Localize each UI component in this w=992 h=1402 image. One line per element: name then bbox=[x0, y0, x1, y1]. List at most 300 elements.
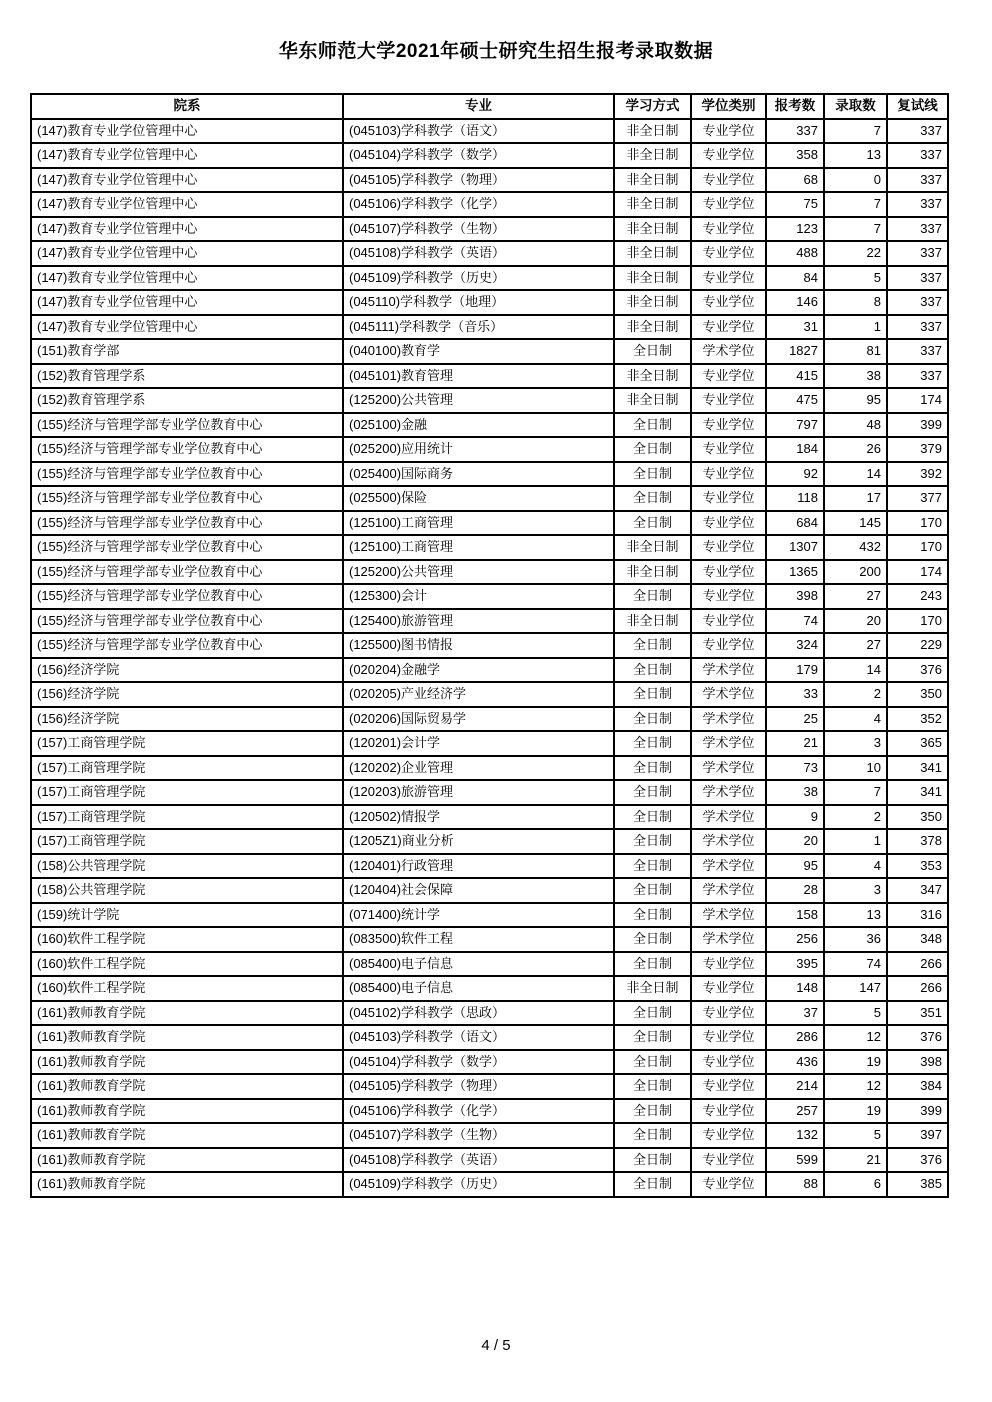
table-row bbox=[31, 1001, 948, 1026]
table-cell: 学术学位 bbox=[691, 903, 766, 928]
table-row bbox=[31, 388, 948, 413]
table-body bbox=[31, 119, 948, 1197]
table-cell: 38 bbox=[824, 364, 887, 389]
table-cell: (025100)金融 bbox=[343, 413, 614, 438]
table-row bbox=[31, 1123, 948, 1148]
table-cell: 475 bbox=[766, 388, 824, 413]
table-cell: 5 bbox=[824, 1123, 887, 1148]
table-cell: 20 bbox=[766, 829, 824, 854]
table-cell: (025400)国际商务 bbox=[343, 462, 614, 487]
table-cell: 专业学位 bbox=[691, 192, 766, 217]
table-cell: 3 bbox=[824, 878, 887, 903]
table-cell: (155)经济与管理学部专业学位教育中心 bbox=[31, 609, 343, 634]
table-row bbox=[31, 217, 948, 242]
table-row bbox=[31, 143, 948, 168]
table-cell: (147)教育专业学位管理中心 bbox=[31, 119, 343, 144]
table-row bbox=[31, 437, 948, 462]
table-cell: 337 bbox=[887, 339, 948, 364]
column-header: 院系 bbox=[31, 94, 343, 119]
table-cell: (120401)行政管理 bbox=[343, 854, 614, 879]
table-cell: 非全日制 bbox=[614, 364, 691, 389]
table-cell: (120203)旅游管理 bbox=[343, 780, 614, 805]
table-cell: 432 bbox=[824, 535, 887, 560]
table-cell: 全日制 bbox=[614, 854, 691, 879]
table-cell: (045102)学科教学（思政） bbox=[343, 1001, 614, 1026]
table-row bbox=[31, 192, 948, 217]
table-cell: 348 bbox=[887, 927, 948, 952]
table-cell: (125500)图书情报 bbox=[343, 633, 614, 658]
table-cell: 13 bbox=[824, 143, 887, 168]
table-cell: 256 bbox=[766, 927, 824, 952]
table-cell: (120404)社会保障 bbox=[343, 878, 614, 903]
table-cell: (125400)旅游管理 bbox=[343, 609, 614, 634]
table-cell: (025500)保险 bbox=[343, 486, 614, 511]
table-cell: 95 bbox=[766, 854, 824, 879]
table-cell: 84 bbox=[766, 266, 824, 291]
table-cell: 学术学位 bbox=[691, 731, 766, 756]
table-row bbox=[31, 633, 948, 658]
table-cell: (020205)产业经济学 bbox=[343, 682, 614, 707]
table-cell: 13 bbox=[824, 903, 887, 928]
table-row bbox=[31, 584, 948, 609]
table-cell: (147)教育专业学位管理中心 bbox=[31, 241, 343, 266]
table-cell: 非全日制 bbox=[614, 290, 691, 315]
table-cell: 专业学位 bbox=[691, 315, 766, 340]
table-cell: 全日制 bbox=[614, 731, 691, 756]
table-cell: 365 bbox=[887, 731, 948, 756]
table-cell: (155)经济与管理学部专业学位教育中心 bbox=[31, 511, 343, 536]
table-cell: (045109)学科教学（历史） bbox=[343, 1172, 614, 1197]
table-cell: (152)教育管理学系 bbox=[31, 364, 343, 389]
table-row bbox=[31, 780, 948, 805]
page-title: 华东师范大学2021年硕士研究生招生报考录取数据 bbox=[278, 41, 714, 62]
table-row bbox=[31, 805, 948, 830]
table-row bbox=[31, 976, 948, 1001]
table-cell: 全日制 bbox=[614, 511, 691, 536]
table-cell: 337 bbox=[887, 364, 948, 389]
table-cell: 专业学位 bbox=[691, 388, 766, 413]
table-row bbox=[31, 462, 948, 487]
table-cell: (161)教师教育学院 bbox=[31, 1050, 343, 1075]
table-cell: 170 bbox=[887, 535, 948, 560]
table-cell: 非全日制 bbox=[614, 119, 691, 144]
table-cell: 1307 bbox=[766, 535, 824, 560]
table-cell: 学术学位 bbox=[691, 927, 766, 952]
table-cell: 全日制 bbox=[614, 1001, 691, 1026]
table-cell: 229 bbox=[887, 633, 948, 658]
table-cell: 286 bbox=[766, 1025, 824, 1050]
table-cell: 397 bbox=[887, 1123, 948, 1148]
table-cell: 学术学位 bbox=[691, 829, 766, 854]
table-cell: 非全日制 bbox=[614, 976, 691, 1001]
table-cell: 398 bbox=[887, 1050, 948, 1075]
table-cell: 9 bbox=[766, 805, 824, 830]
table-row bbox=[31, 535, 948, 560]
table-cell: 专业学位 bbox=[691, 1025, 766, 1050]
table-cell: (157)工商管理学院 bbox=[31, 805, 343, 830]
table-cell: 324 bbox=[766, 633, 824, 658]
table-cell: 266 bbox=[887, 952, 948, 977]
table-cell: 专业学位 bbox=[691, 413, 766, 438]
table-cell: 专业学位 bbox=[691, 584, 766, 609]
table-cell: 非全日制 bbox=[614, 241, 691, 266]
table-cell: (161)教师教育学院 bbox=[31, 1172, 343, 1197]
table-cell: 174 bbox=[887, 388, 948, 413]
table-cell: (045111)学科教学（音乐） bbox=[343, 315, 614, 340]
table-cell: (155)经济与管理学部专业学位教育中心 bbox=[31, 584, 343, 609]
table-cell: 全日制 bbox=[614, 1050, 691, 1075]
page-number: 4 / 5 bbox=[481, 1337, 511, 1354]
table-cell: 398 bbox=[766, 584, 824, 609]
table-cell: (161)教师教育学院 bbox=[31, 1148, 343, 1173]
table-cell: (155)经济与管理学部专业学位教育中心 bbox=[31, 560, 343, 585]
table-cell: (147)教育专业学位管理中心 bbox=[31, 192, 343, 217]
table-cell: 5 bbox=[824, 266, 887, 291]
table-cell: (157)工商管理学院 bbox=[31, 829, 343, 854]
table-cell: 全日制 bbox=[614, 1148, 691, 1173]
table-cell: 学术学位 bbox=[691, 805, 766, 830]
table-row bbox=[31, 486, 948, 511]
table-cell: 337 bbox=[887, 217, 948, 242]
table-cell: 132 bbox=[766, 1123, 824, 1148]
table-cell: (161)教师教育学院 bbox=[31, 1074, 343, 1099]
table-cell: 非全日制 bbox=[614, 266, 691, 291]
table-cell: 28 bbox=[766, 878, 824, 903]
table-cell: 27 bbox=[824, 633, 887, 658]
table-cell: 专业学位 bbox=[691, 290, 766, 315]
column-header: 学习方式 bbox=[614, 94, 691, 119]
table-cell: (045103)学科教学（语文） bbox=[343, 119, 614, 144]
table-cell: 14 bbox=[824, 658, 887, 683]
table-cell: (155)经济与管理学部专业学位教育中心 bbox=[31, 633, 343, 658]
table-cell: (160)软件工程学院 bbox=[31, 952, 343, 977]
table-cell: 全日制 bbox=[614, 1099, 691, 1124]
table-row bbox=[31, 756, 948, 781]
table-cell: (120201)会计学 bbox=[343, 731, 614, 756]
table-cell: 95 bbox=[824, 388, 887, 413]
table-cell: 17 bbox=[824, 486, 887, 511]
table-cell: 12 bbox=[824, 1025, 887, 1050]
table-cell: 0 bbox=[824, 168, 887, 193]
table-row bbox=[31, 731, 948, 756]
table-row bbox=[31, 854, 948, 879]
table-cell: 7 bbox=[824, 192, 887, 217]
table-cell: 5 bbox=[824, 1001, 887, 1026]
table-cell: 专业学位 bbox=[691, 952, 766, 977]
table-cell: 351 bbox=[887, 1001, 948, 1026]
table-cell: 学术学位 bbox=[691, 756, 766, 781]
table-cell: (020206)国际贸易学 bbox=[343, 707, 614, 732]
table-cell: (045105)学科教学（物理） bbox=[343, 168, 614, 193]
table-cell: 专业学位 bbox=[691, 462, 766, 487]
table-cell: (085400)电子信息 bbox=[343, 952, 614, 977]
table-cell: 全日制 bbox=[614, 805, 691, 830]
table-cell: 379 bbox=[887, 437, 948, 462]
table-row bbox=[31, 339, 948, 364]
table-cell: 337 bbox=[887, 266, 948, 291]
table-cell: 37 bbox=[766, 1001, 824, 1026]
table-cell: 68 bbox=[766, 168, 824, 193]
table-cell: 174 bbox=[887, 560, 948, 585]
table-cell: 399 bbox=[887, 1099, 948, 1124]
table-cell: (020204)金融学 bbox=[343, 658, 614, 683]
table-cell: (045110)学科教学（地理） bbox=[343, 290, 614, 315]
table-row bbox=[31, 707, 948, 732]
table-cell: 14 bbox=[824, 462, 887, 487]
table-cell: 学术学位 bbox=[691, 780, 766, 805]
table-row bbox=[31, 315, 948, 340]
table-cell: 专业学位 bbox=[691, 119, 766, 144]
table-cell: 全日制 bbox=[614, 682, 691, 707]
table-cell: 347 bbox=[887, 878, 948, 903]
table-cell: 专业学位 bbox=[691, 1099, 766, 1124]
table-cell: 20 bbox=[824, 609, 887, 634]
table-cell: 146 bbox=[766, 290, 824, 315]
table-cell: 全日制 bbox=[614, 633, 691, 658]
table-row bbox=[31, 1099, 948, 1124]
admissions-table bbox=[30, 93, 949, 1198]
table-cell: (157)工商管理学院 bbox=[31, 780, 343, 805]
table-row bbox=[31, 1148, 948, 1173]
table-cell: 123 bbox=[766, 217, 824, 242]
table-cell: 专业学位 bbox=[691, 609, 766, 634]
table-row bbox=[31, 511, 948, 536]
table-cell: 92 bbox=[766, 462, 824, 487]
table-cell: 200 bbox=[824, 560, 887, 585]
column-header: 专业 bbox=[343, 94, 614, 119]
table-cell: 488 bbox=[766, 241, 824, 266]
table-cell: (045104)学科教学（数学） bbox=[343, 143, 614, 168]
table-cell: 全日制 bbox=[614, 707, 691, 732]
table-cell: 376 bbox=[887, 1025, 948, 1050]
table-cell: 27 bbox=[824, 584, 887, 609]
table-container bbox=[30, 93, 949, 1198]
table-row bbox=[31, 364, 948, 389]
table-cell: 145 bbox=[824, 511, 887, 536]
table-cell: (025200)应用统计 bbox=[343, 437, 614, 462]
table-cell: (160)软件工程学院 bbox=[31, 927, 343, 952]
table-cell: 341 bbox=[887, 780, 948, 805]
table-cell: 7 bbox=[824, 217, 887, 242]
table-cell: 专业学位 bbox=[691, 1001, 766, 1026]
table-cell: 4 bbox=[824, 854, 887, 879]
table-cell: (147)教育专业学位管理中心 bbox=[31, 217, 343, 242]
table-cell: 118 bbox=[766, 486, 824, 511]
table-cell: (071400)统计学 bbox=[343, 903, 614, 928]
table-cell: 257 bbox=[766, 1099, 824, 1124]
table-cell: 74 bbox=[824, 952, 887, 977]
table-row bbox=[31, 168, 948, 193]
table-cell: 26 bbox=[824, 437, 887, 462]
table-row bbox=[31, 241, 948, 266]
table-cell: 1365 bbox=[766, 560, 824, 585]
table-row bbox=[31, 1025, 948, 1050]
table-cell: (152)教育管理学系 bbox=[31, 388, 343, 413]
table-cell: 全日制 bbox=[614, 903, 691, 928]
table-cell: (045106)学科教学（化学） bbox=[343, 1099, 614, 1124]
table-cell: (161)教师教育学院 bbox=[31, 1001, 343, 1026]
table-cell: 266 bbox=[887, 976, 948, 1001]
table-cell: 专业学位 bbox=[691, 1050, 766, 1075]
table-cell: 专业学位 bbox=[691, 1123, 766, 1148]
column-header: 学位类别 bbox=[691, 94, 766, 119]
table-cell: 全日制 bbox=[614, 829, 691, 854]
table-cell: 337 bbox=[887, 168, 948, 193]
table-cell: 684 bbox=[766, 511, 824, 536]
table-cell: 1 bbox=[824, 829, 887, 854]
table-cell: 378 bbox=[887, 829, 948, 854]
table-cell: 非全日制 bbox=[614, 609, 691, 634]
table-cell: 非全日制 bbox=[614, 388, 691, 413]
table-cell: (157)工商管理学院 bbox=[31, 731, 343, 756]
table-row bbox=[31, 290, 948, 315]
table-row bbox=[31, 119, 948, 144]
table-cell: (158)公共管理学院 bbox=[31, 854, 343, 879]
table-cell: 19 bbox=[824, 1099, 887, 1124]
table-cell: 10 bbox=[824, 756, 887, 781]
table-cell: 436 bbox=[766, 1050, 824, 1075]
table-cell: (120202)企业管理 bbox=[343, 756, 614, 781]
table-cell: 非全日制 bbox=[614, 168, 691, 193]
table-cell: 352 bbox=[887, 707, 948, 732]
table-cell: 415 bbox=[766, 364, 824, 389]
table-row bbox=[31, 878, 948, 903]
table-cell: 全日制 bbox=[614, 413, 691, 438]
table-cell: (157)工商管理学院 bbox=[31, 756, 343, 781]
table-cell: (083500)软件工程 bbox=[343, 927, 614, 952]
table-cell: 74 bbox=[766, 609, 824, 634]
table-cell: 4 bbox=[824, 707, 887, 732]
table-cell: 专业学位 bbox=[691, 535, 766, 560]
table-cell: 243 bbox=[887, 584, 948, 609]
table-cell: 专业学位 bbox=[691, 1172, 766, 1197]
table-cell: (045107)学科教学（生物） bbox=[343, 1123, 614, 1148]
column-header: 录取数 bbox=[824, 94, 887, 119]
table-cell: 专业学位 bbox=[691, 1148, 766, 1173]
table-row bbox=[31, 560, 948, 585]
table-row bbox=[31, 413, 948, 438]
table-cell: 337 bbox=[766, 119, 824, 144]
table-cell: 学术学位 bbox=[691, 682, 766, 707]
header-row bbox=[31, 94, 948, 119]
table-cell: 384 bbox=[887, 1074, 948, 1099]
table-cell: 358 bbox=[766, 143, 824, 168]
table-cell: 学术学位 bbox=[691, 707, 766, 732]
table-row bbox=[31, 266, 948, 291]
table-cell: 48 bbox=[824, 413, 887, 438]
table-cell: 全日制 bbox=[614, 584, 691, 609]
table-cell: (125100)工商管理 bbox=[343, 511, 614, 536]
table-cell: (040100)教育学 bbox=[343, 339, 614, 364]
table-cell: (156)经济学院 bbox=[31, 682, 343, 707]
table-cell: (147)教育专业学位管理中心 bbox=[31, 143, 343, 168]
table-cell: 385 bbox=[887, 1172, 948, 1197]
table-cell: (045103)学科教学（语文） bbox=[343, 1025, 614, 1050]
table-cell: 全日制 bbox=[614, 756, 691, 781]
table-cell: (158)公共管理学院 bbox=[31, 878, 343, 903]
table-cell: (155)经济与管理学部专业学位教育中心 bbox=[31, 462, 343, 487]
table-cell: 专业学位 bbox=[691, 168, 766, 193]
table-cell: 2 bbox=[824, 682, 887, 707]
table-cell: 337 bbox=[887, 119, 948, 144]
table-cell: (045107)学科教学（生物） bbox=[343, 217, 614, 242]
table-cell: (161)教师教育学院 bbox=[31, 1123, 343, 1148]
table-cell: 学术学位 bbox=[691, 339, 766, 364]
table-cell: 全日制 bbox=[614, 878, 691, 903]
table-cell: 392 bbox=[887, 462, 948, 487]
table-cell: (151)教育学部 bbox=[31, 339, 343, 364]
table-row bbox=[31, 1172, 948, 1197]
table-cell: 专业学位 bbox=[691, 437, 766, 462]
table-cell: 全日制 bbox=[614, 952, 691, 977]
table-cell: 797 bbox=[766, 413, 824, 438]
table-row bbox=[31, 682, 948, 707]
table-cell: 31 bbox=[766, 315, 824, 340]
table-cell: (161)教师教育学院 bbox=[31, 1025, 343, 1050]
table-cell: 350 bbox=[887, 682, 948, 707]
column-header: 复试线 bbox=[887, 94, 948, 119]
table-cell: (155)经济与管理学部专业学位教育中心 bbox=[31, 413, 343, 438]
table-cell: 非全日制 bbox=[614, 535, 691, 560]
table-cell: 353 bbox=[887, 854, 948, 879]
table-cell: 专业学位 bbox=[691, 511, 766, 536]
table-cell: 21 bbox=[766, 731, 824, 756]
table-cell: 350 bbox=[887, 805, 948, 830]
table-cell: 全日制 bbox=[614, 1074, 691, 1099]
table-cell: 399 bbox=[887, 413, 948, 438]
table-cell: 全日制 bbox=[614, 486, 691, 511]
table-cell: 非全日制 bbox=[614, 315, 691, 340]
table-cell: (125300)会计 bbox=[343, 584, 614, 609]
table-cell: 158 bbox=[766, 903, 824, 928]
table-cell: (155)经济与管理学部专业学位教育中心 bbox=[31, 535, 343, 560]
table-cell: (159)统计学院 bbox=[31, 903, 343, 928]
table-cell: 非全日制 bbox=[614, 143, 691, 168]
table-cell: 学术学位 bbox=[691, 878, 766, 903]
table-cell: 专业学位 bbox=[691, 364, 766, 389]
table-cell: 337 bbox=[887, 290, 948, 315]
table-cell: 73 bbox=[766, 756, 824, 781]
table-cell: (161)教师教育学院 bbox=[31, 1099, 343, 1124]
table-cell: 81 bbox=[824, 339, 887, 364]
table-cell: (155)经济与管理学部专业学位教育中心 bbox=[31, 437, 343, 462]
column-header: 报考数 bbox=[766, 94, 824, 119]
table-cell: 1 bbox=[824, 315, 887, 340]
table-row bbox=[31, 829, 948, 854]
table-cell: 170 bbox=[887, 511, 948, 536]
table-cell: (125200)公共管理 bbox=[343, 560, 614, 585]
table-cell: 专业学位 bbox=[691, 976, 766, 1001]
table-row bbox=[31, 1050, 948, 1075]
table-cell: 专业学位 bbox=[691, 241, 766, 266]
table-cell: 专业学位 bbox=[691, 633, 766, 658]
table-cell: 8 bbox=[824, 290, 887, 315]
table-cell: (045106)学科教学（化学） bbox=[343, 192, 614, 217]
table-cell: (085400)电子信息 bbox=[343, 976, 614, 1001]
table-cell: 学术学位 bbox=[691, 854, 766, 879]
table-cell: (156)经济学院 bbox=[31, 658, 343, 683]
table-row bbox=[31, 927, 948, 952]
table-cell: (147)教育专业学位管理中心 bbox=[31, 290, 343, 315]
table-cell: 395 bbox=[766, 952, 824, 977]
table-cell: (045108)学科教学（英语） bbox=[343, 1148, 614, 1173]
table-cell: 3 bbox=[824, 731, 887, 756]
table-cell: 非全日制 bbox=[614, 217, 691, 242]
table-cell: (147)教育专业学位管理中心 bbox=[31, 168, 343, 193]
table-cell: 7 bbox=[824, 780, 887, 805]
table-cell: 学术学位 bbox=[691, 658, 766, 683]
table-cell: 非全日制 bbox=[614, 560, 691, 585]
